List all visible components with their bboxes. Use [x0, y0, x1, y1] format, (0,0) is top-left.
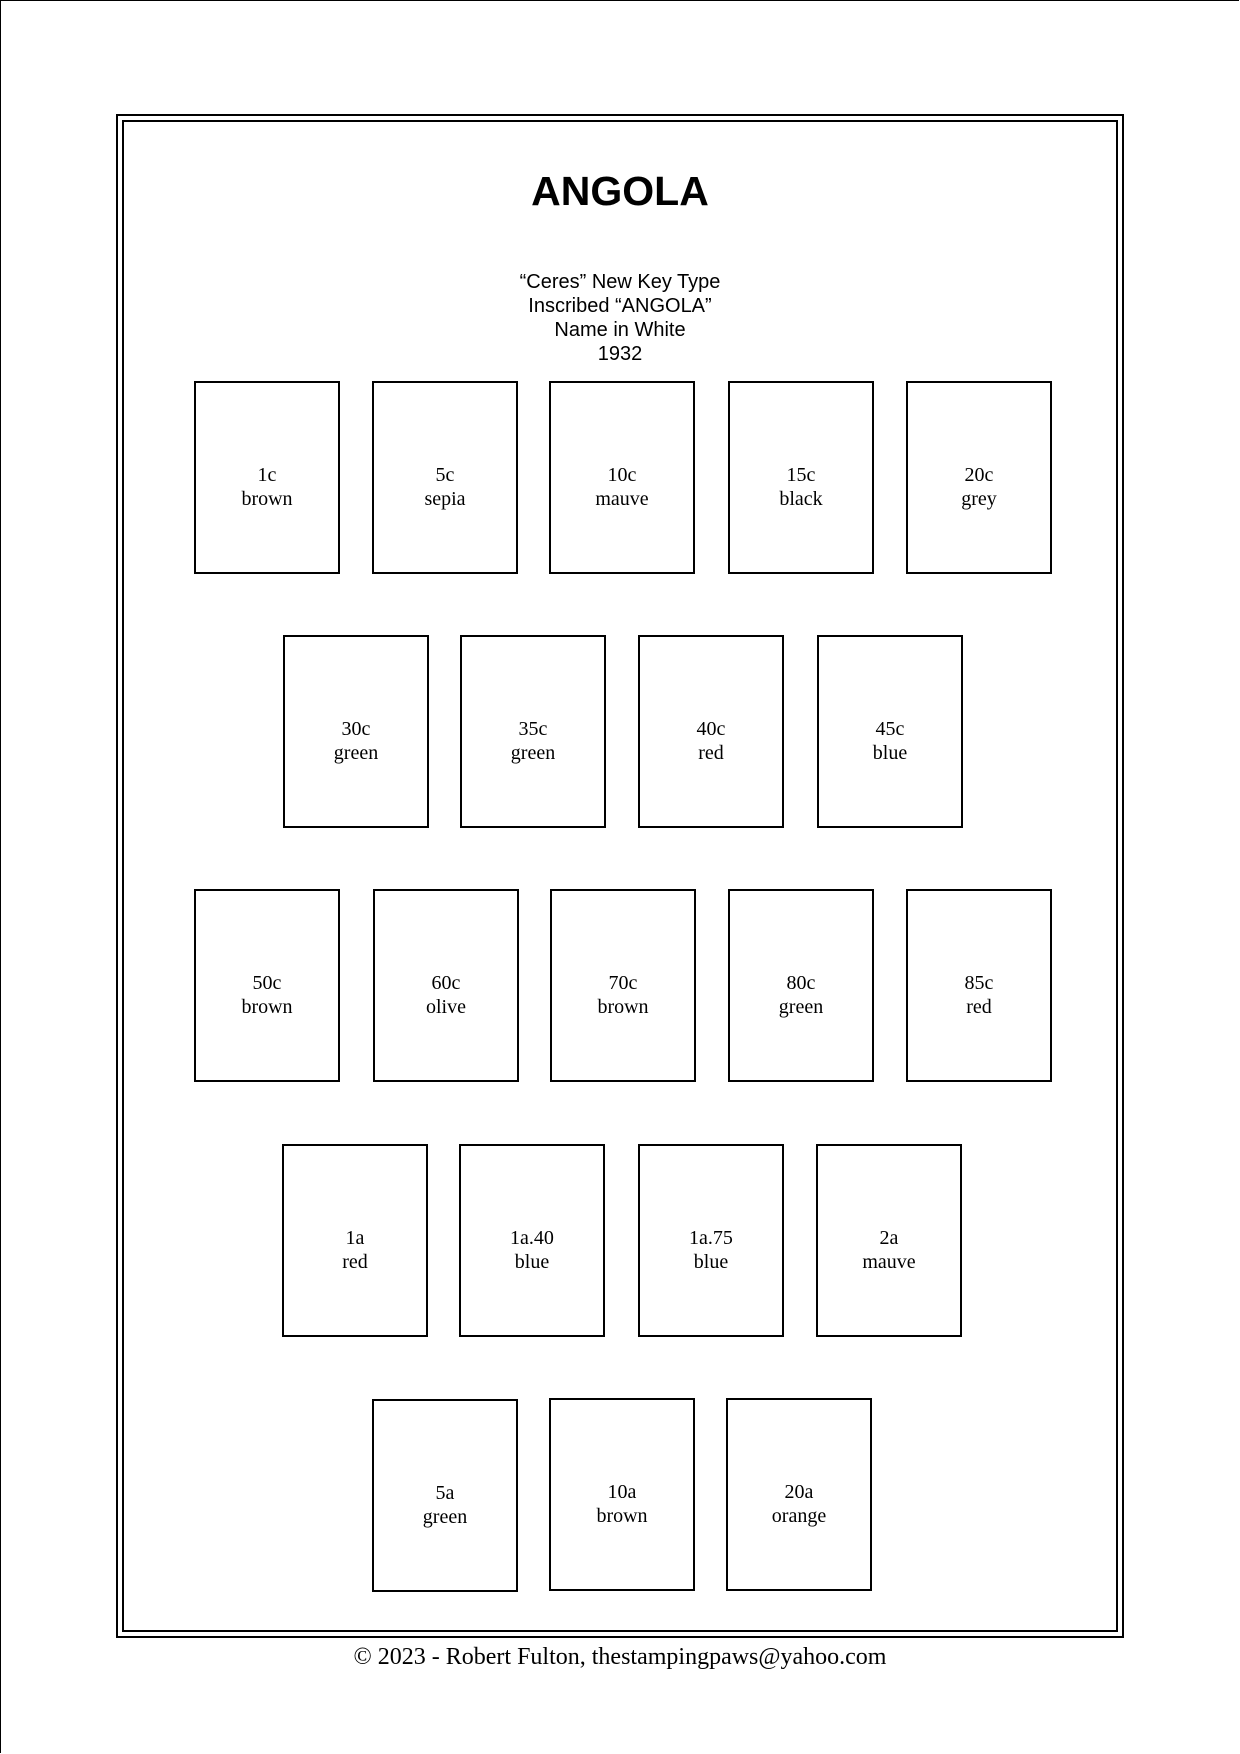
stamp-value: 1a.75 [689, 1227, 733, 1249]
stamp-value: 80c [786, 972, 816, 994]
stamp-space [906, 381, 1052, 574]
stamp-space [549, 1398, 695, 1591]
stamp-space [638, 1144, 784, 1337]
stamp-space [373, 889, 519, 1082]
stamp-space [906, 889, 1052, 1082]
stamp-space [372, 381, 518, 574]
stamp-value: 1c [257, 464, 277, 486]
stamp-space [194, 381, 340, 574]
subtitle-line: Inscribed “ANGOLA” [528, 295, 712, 317]
stamp-color: sepia [424, 488, 466, 510]
stamp-value: 2a [879, 1227, 899, 1249]
stamp-value: 50c [252, 972, 282, 994]
stamp-color: black [779, 488, 823, 510]
stamp-value: 70c [608, 972, 638, 994]
stamp-color: blue [872, 742, 908, 764]
stamp-value: 45c [875, 718, 905, 740]
stamp-color: red [342, 1251, 368, 1273]
stamp-color: brown [241, 996, 293, 1018]
stamp-space [550, 889, 696, 1082]
stamp-color: red [966, 996, 992, 1018]
stamp-color: grey [961, 488, 997, 510]
stamp-color: brown [241, 488, 293, 510]
stamp-space [549, 381, 695, 574]
stamp-space [372, 1399, 518, 1592]
stamp-value: 1a [345, 1227, 365, 1249]
stamp-color: green [510, 742, 556, 764]
stamp-color: mauve [595, 488, 649, 510]
stamp-value: 5c [435, 464, 455, 486]
stamp-color: red [698, 742, 724, 764]
stamp-value: 60c [431, 972, 461, 994]
stamp-space [728, 889, 874, 1082]
stamp-color: green [778, 996, 824, 1018]
stamp-space [459, 1144, 605, 1337]
stamp-color: green [333, 742, 379, 764]
stamp-value: 1a.40 [510, 1227, 554, 1249]
footer-copyright: © 2023 - Robert Fulton, thestampingpaws@yahoo.com [353, 1644, 887, 1670]
stamp-space [728, 381, 874, 574]
stamp-color: green [422, 1506, 468, 1528]
stamp-space [638, 635, 784, 828]
stamp-space [816, 1144, 962, 1337]
stamp-color: orange [771, 1505, 827, 1527]
subtitle-line: Name in White [554, 319, 686, 341]
stamp-value: 35c [518, 718, 548, 740]
stamp-value: 10c [607, 464, 637, 486]
stamp-color: mauve [862, 1251, 916, 1273]
stamp-value: 5a [435, 1482, 455, 1504]
stamp-color: brown [596, 1505, 648, 1527]
subtitle-block [0, 270, 1240, 366]
stamp-value: 10a [607, 1481, 637, 1503]
subtitle-line: “Ceres” New Key Type [519, 271, 721, 293]
stamp-space [282, 1144, 428, 1337]
subtitle-line: 1932 [597, 343, 643, 365]
stamp-value: 85c [964, 972, 994, 994]
stamp-space [726, 1398, 872, 1591]
stamp-space [817, 635, 963, 828]
stamp-space [283, 635, 429, 828]
stamp-value: 40c [696, 718, 726, 740]
stamp-space [460, 635, 606, 828]
stamp-space [194, 889, 340, 1082]
stamp-value: 20c [964, 464, 994, 486]
stamp-value: 20a [784, 1481, 814, 1503]
stamp-color: brown [597, 996, 649, 1018]
stamp-value: 30c [341, 718, 371, 740]
stamp-color: olive [426, 996, 466, 1018]
stamp-color: blue [514, 1251, 550, 1273]
stamp-value: 15c [786, 464, 816, 486]
stamp-color: blue [693, 1251, 729, 1273]
page-title: ANGOLA [531, 168, 709, 214]
